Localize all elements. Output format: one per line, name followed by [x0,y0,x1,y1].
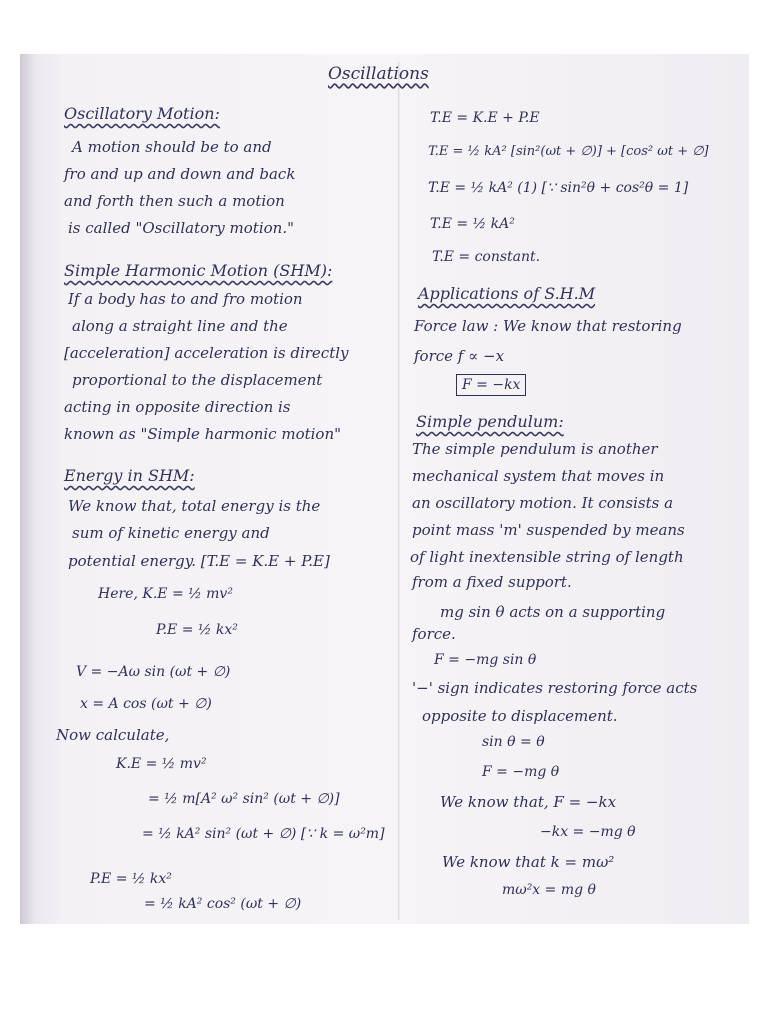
boxed-equation-force-law: F = −kx [456,374,526,396]
text-line: proportional to the displacement [72,371,323,389]
notebook-page [20,54,749,924]
text-line: We know that, total energy is the [68,497,321,515]
text-line: from a fixed support. [412,573,572,591]
equation-line: = ½ m[A² ω² sin² (ωt + ∅)] [148,791,340,807]
equation-line: = ½ kA² sin² (ωt + ∅) [∵ k = ω²m] [142,826,385,842]
equation-line: P.E = ½ kx² [156,622,238,638]
heading-shm: Simple Harmonic Motion (SHM): [64,261,333,280]
equation-line: mω²x = mg θ [502,882,596,898]
heading-applications-of-shm: Applications of S.H.M [418,284,596,303]
text-line: fro and up and down and back [64,165,296,183]
equation-line: K.E = ½ mv² [116,756,207,772]
text-line: and forth then such a motion [64,192,285,210]
text-line: is called "Oscillatory motion." [68,219,294,237]
equation-line: T.E = ½ kA² [sin²(ωt + ∅)] + [cos² ωt + ∅] [428,144,709,159]
equation-line: −kx = −mg θ [540,824,636,840]
text-line: The simple pendulum is another [412,440,658,458]
equation-line: sin θ = θ [482,734,545,750]
text-line: Now calculate, [56,726,170,744]
page-title: Oscillations [328,64,429,84]
text-line: of light inextensible string of length [410,548,684,566]
text-line: We know that, F = −kx [440,793,617,811]
text-line: sum of kinetic energy and [72,524,270,542]
text-line: [acceleration] acceleration is directly [64,344,349,362]
text-line: Force law : We know that restoring [414,317,682,335]
text-line: force. [412,625,456,643]
text-line: an oscillatory motion. It consists a [412,494,674,512]
equation-line: T.E = constant. [432,249,541,265]
text-line: We know that k = mω² [442,853,615,871]
equation-line: V = −Aω sin (ωt + ∅) [76,664,231,680]
text-line: mg sin θ acts on a supporting [440,603,666,621]
equation-line: = ½ kA² cos² (ωt + ∅) [144,896,302,912]
heading-simple-pendulum: Simple pendulum: [416,412,564,431]
page-fold-line [398,62,400,920]
text-line: known as "Simple harmonic motion" [64,425,342,443]
text-line: acting in opposite direction is [64,398,291,416]
text-line: mechanical system that moves in [412,467,665,485]
equation-line: T.E = ½ kA² [430,216,515,232]
heading-oscillatory-motion: Oscillatory Motion: [64,104,220,123]
text-line: A motion should be to and [72,138,272,156]
equation-line: T.E = ½ kA² (1) [∵ sin²θ + cos²θ = 1] [428,180,689,196]
equation-line: F = −mg sin θ [434,652,537,668]
text-line: potential energy. [T.E = K.E + P.E] [68,552,330,570]
text-line: force f ∝ −x [414,347,505,365]
equation-line: Here, K.E = ½ mv² [98,586,233,602]
text-line: '−' sign indicates restoring force acts [412,679,698,697]
equation-line: x = A cos (ωt + ∅) [80,696,212,712]
text-line: point mass 'm' suspended by means [412,521,685,539]
text-line: If a body has to and fro motion [68,290,303,308]
text-line: along a straight line and the [72,317,288,335]
equation-line: T.E = K.E + P.E [430,110,540,126]
text-line: opposite to displacement. [422,707,618,725]
equation-line: P.E = ½ kx² [90,871,172,887]
heading-energy-in-shm: Energy in SHM: [64,466,195,485]
equation-line: F = −mg θ [482,764,560,780]
